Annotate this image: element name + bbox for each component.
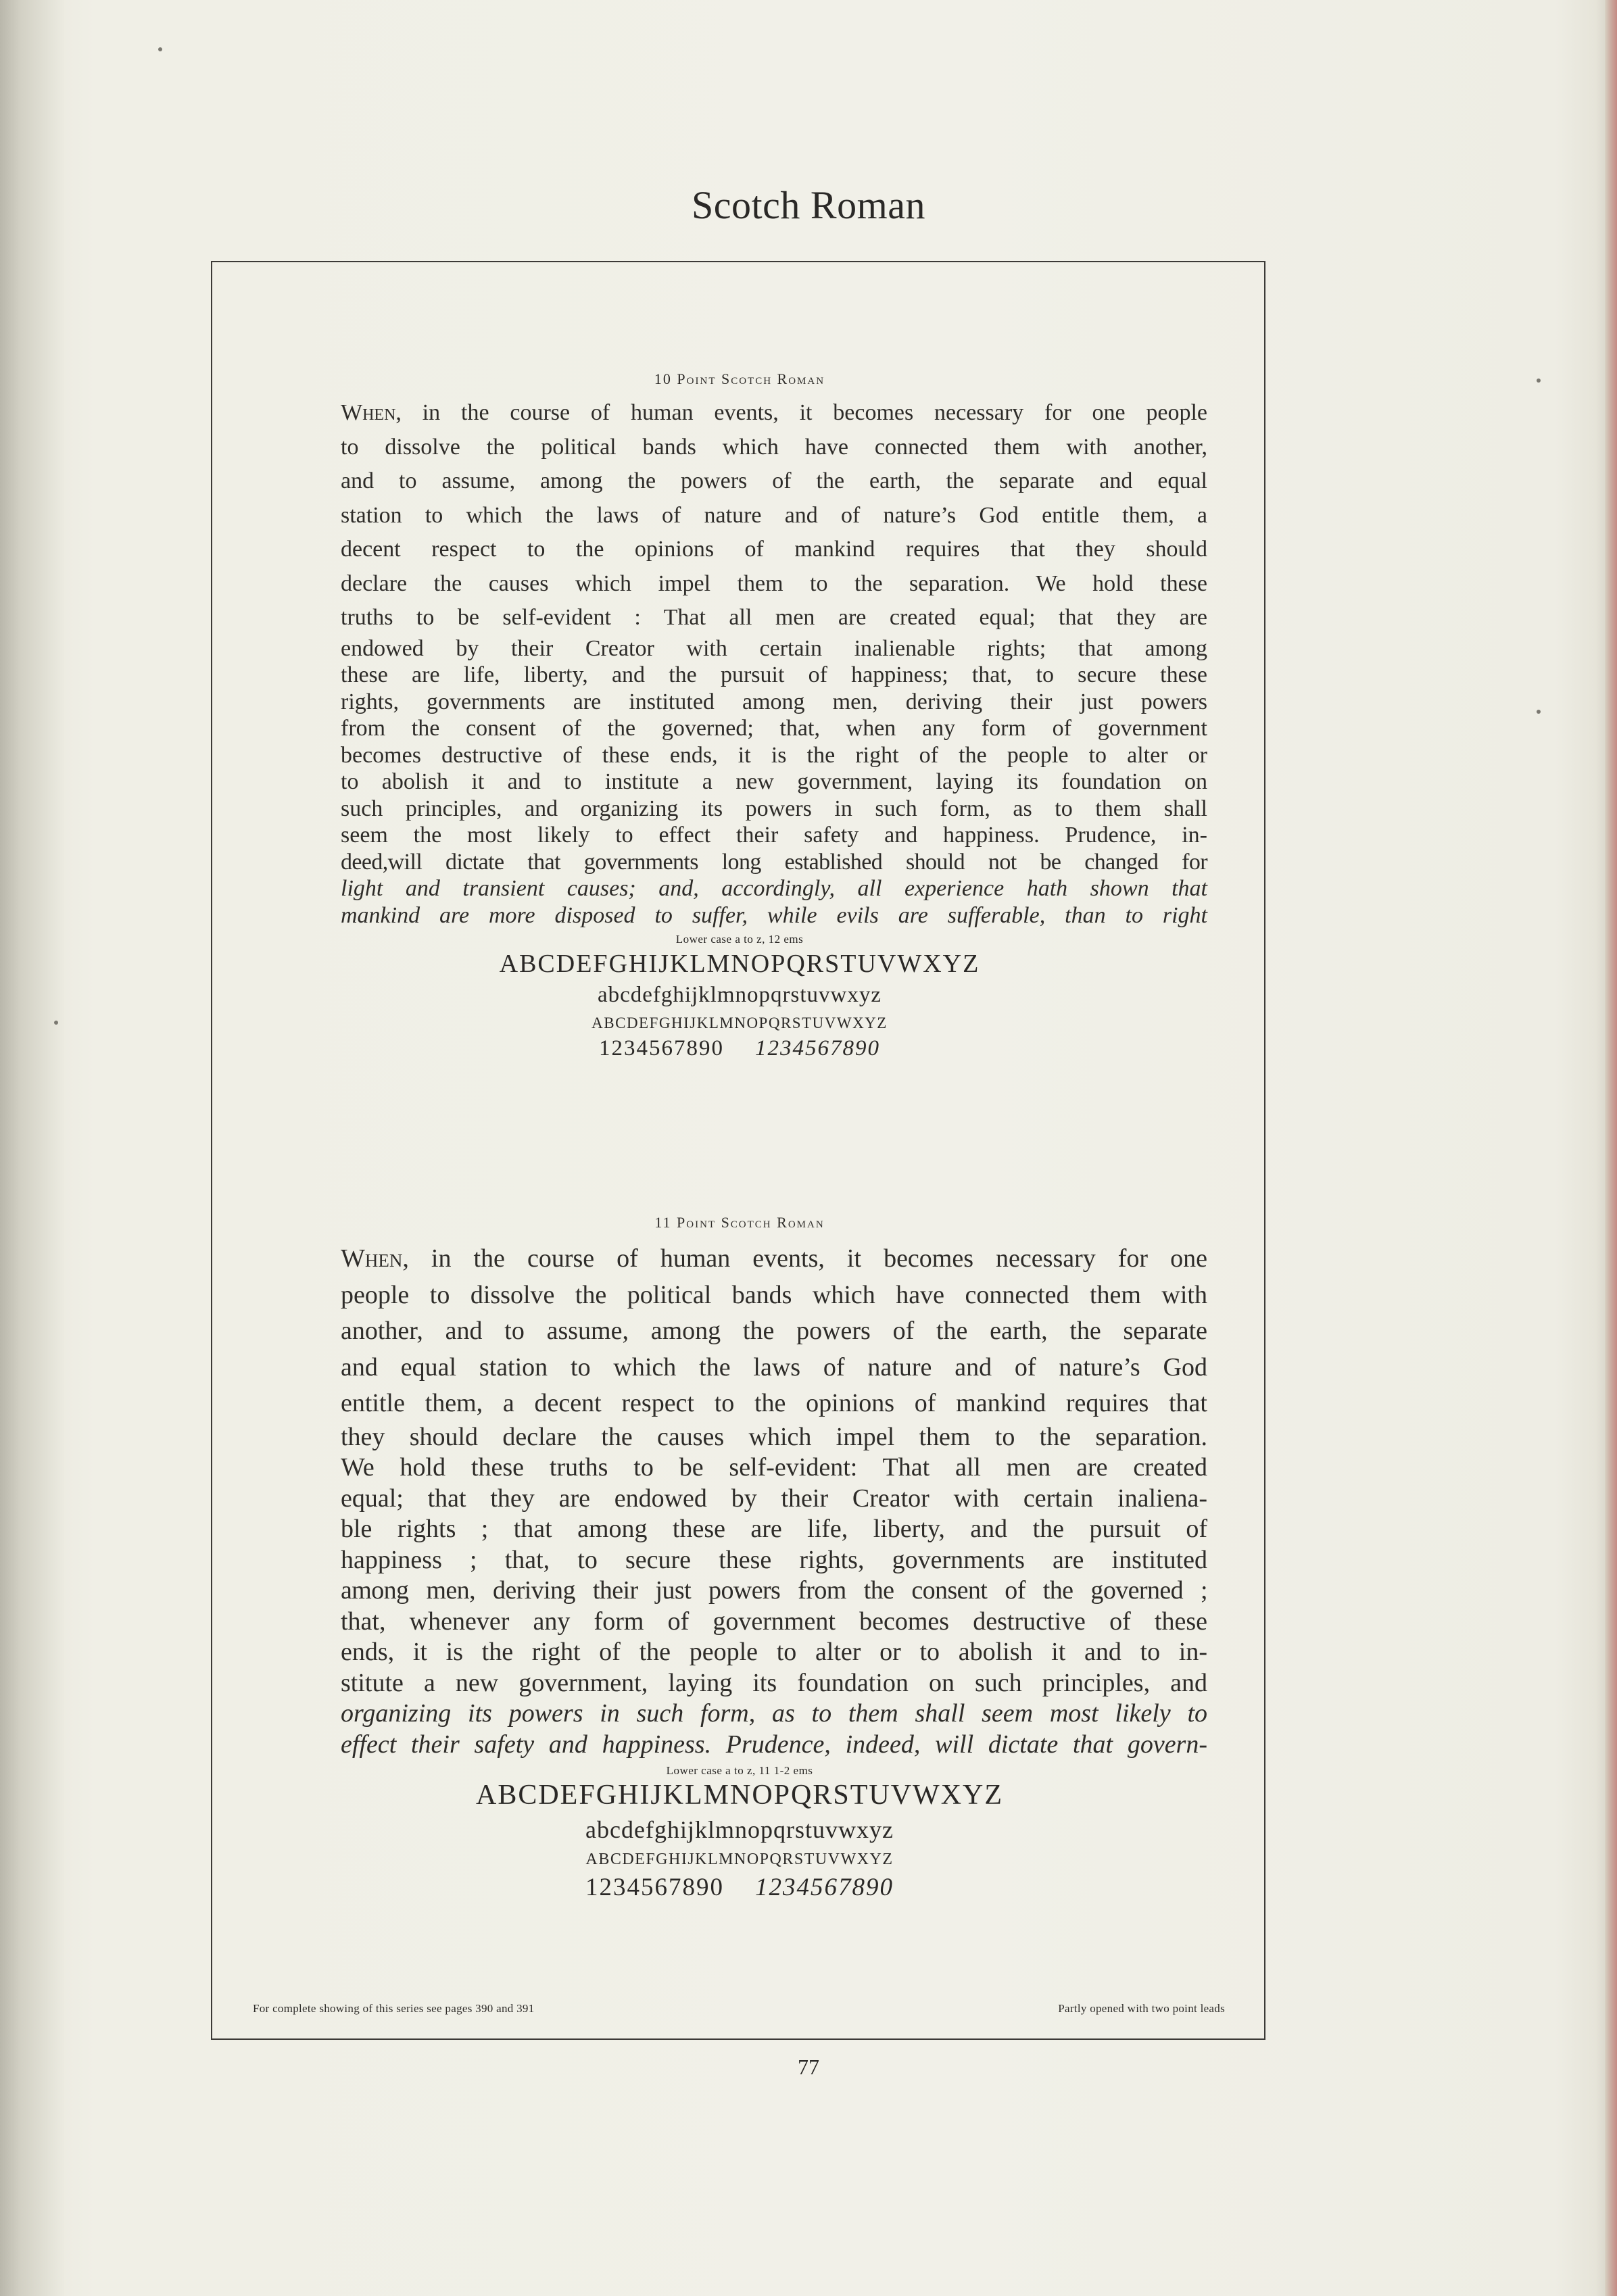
text-line: people to dissolve the political bands which have connected them with — [341, 1280, 1207, 1309]
text-line: such principles, and organizing its powers in such form, as to them shall — [341, 796, 1207, 821]
specimen-caption: 11 Point Scotch Roman — [654, 1214, 825, 1231]
lead-word: When — [341, 400, 396, 425]
book-gutter — [0, 0, 64, 2296]
lowercase-alphabet: abcdefghijklmnopqrstuvwxyz — [597, 983, 882, 1007]
text-line — [341, 1241, 1207, 1277]
text-line: stitute a new government, laying its foundation on such principles, and — [341, 1668, 1207, 1697]
speck-mark — [1537, 710, 1541, 714]
speck-mark — [158, 47, 162, 51]
figures-row — [212, 1873, 1267, 1902]
text-line: entitle them, a decent respect to the opinions of mankind requires that — [341, 1389, 1207, 1417]
specimen-note: Lower case a to z, 12 ems — [675, 933, 804, 946]
text-line: ble rights ; that among these are life, liberty, and the pursuit of — [341, 1515, 1207, 1543]
speck-mark — [1537, 378, 1541, 383]
specimen-body-text — [341, 1241, 1207, 1422]
specimen-body-text — [341, 396, 1207, 635]
text-line-rest: , in the course of human events, it becomes necessary for one people — [395, 400, 1207, 425]
text-line: deed,will dictate that governments long established should not be changed for — [341, 849, 1207, 875]
page-title: Scotch Roman — [692, 183, 925, 227]
text-line: becomes destructive of these ends, it is the right of the people to alter or — [341, 742, 1207, 768]
small-caps-alphabet: ABCDEFGHIJKLMNOPQRSTUVWXYZ — [585, 1851, 894, 1868]
text-line: to abolish it and to institute a new government, laying its foundation on — [341, 769, 1207, 794]
specimen-10pt — [212, 370, 1267, 1061]
text-line: to dissolve the political bands which have connected them with another, — [341, 434, 1207, 460]
text-line: decent respect to the opinions of mankind requires that they should — [341, 537, 1207, 562]
text-line: among men, deriving their just powers from the consent of the governed ; — [341, 1576, 1207, 1605]
specimen-body-text-solid — [341, 635, 1207, 929]
speck-mark — [54, 1021, 58, 1025]
roman-figures: 1234567890 — [599, 1036, 724, 1060]
text-line: rights, governments are instituted among men, deriving their just powers — [341, 689, 1207, 714]
text-line: these are life, liberty, and the pursuit of happiness; that, to secure these — [341, 662, 1207, 687]
specimen-caption: 10 Point Scotch Roman — [654, 370, 825, 387]
footer-note-left: For complete showing of this series see pages 390 and 391 — [253, 2002, 535, 2015]
italic-line: mankind are more disposed to suffer, while evils are sufferable, than to right — [341, 902, 1207, 928]
text-line: equal; that they are endowed by their Creator with certain inaliena- — [341, 1484, 1207, 1513]
text-line: endowed by their Creator with certain inalienable rights; that among — [341, 635, 1207, 661]
page-number: 77 — [798, 2055, 819, 2079]
specimen-11pt — [212, 1214, 1267, 1902]
text-line-rest: , in the course of human events, it becomes necessary for one — [402, 1244, 1207, 1273]
text-line: declare the causes which impel them to the separation. We hold these — [341, 570, 1207, 596]
specimen-frame — [211, 261, 1265, 2040]
text-line: and to assume, among the powers of the earth, the separate and equal — [341, 468, 1207, 493]
italic-line: effect their safety and happiness. Prudence, indeed, will dictate that govern- — [341, 1730, 1207, 1759]
text-line: another, and to assume, among the powers of the earth, the separate — [341, 1317, 1207, 1345]
italic-figures: 1234567890 — [755, 1036, 880, 1060]
text-line: We hold these truths to be self-evident: That all men are created — [341, 1453, 1207, 1482]
text-line: happiness ; that, to secure these rights, governments are instituted — [341, 1545, 1207, 1574]
text-line: from the consent of the governed; that, when any form of government — [341, 716, 1207, 741]
italic-line: organizing its powers in such form, as to them shall seem most likely to — [341, 1699, 1207, 1728]
italic-figures: 1234567890 — [755, 1874, 894, 1901]
uppercase-alphabet: ABCDEFGHIJKLMNOPQRSTUVWXYZ — [475, 1780, 1004, 1811]
text-line: seem the most likely to effect their safety and happiness. Prudence, in- — [341, 823, 1207, 848]
page-edge — [1605, 0, 1617, 2296]
text-line: that, whenever any form of government becomes destructive of these — [341, 1607, 1207, 1636]
figures-row — [212, 1036, 1267, 1061]
lowercase-alphabet: abcdefghijklmnopqrstuvwxyz — [585, 1816, 894, 1843]
text-line: they should declare the causes which impel them to the separation. — [341, 1422, 1207, 1451]
specimen-body-text-solid — [341, 1422, 1207, 1761]
text-line: and equal station to which the laws of nature and of nature’s God — [341, 1352, 1207, 1382]
italic-line: light and transient causes; and, accordingly, all experience hath shown that — [341, 876, 1207, 901]
footer-note-right: Partly opened with two point leads — [1058, 2002, 1225, 2015]
text-line: station to which the laws of nature and of nature’s God entitle them, a — [341, 502, 1207, 528]
text-line: truths to be self-evident : That all men are created equal; that they are — [341, 605, 1207, 630]
roman-figures: 1234567890 — [585, 1874, 724, 1901]
lead-word: When — [341, 1244, 403, 1273]
small-caps-alphabet: ABCDEFGHIJKLMNOPQRSTUVWXYZ — [592, 1015, 888, 1031]
uppercase-alphabet: ABCDEFGHIJKLMNOPQRSTUVWXYZ — [499, 950, 980, 978]
text-line: ends, it is the right of the people to alter or to abolish it and to in- — [341, 1638, 1207, 1666]
specimen-note: Lower case a to z, 11 1-2 ems — [666, 1764, 813, 1777]
text-line — [341, 396, 1207, 431]
